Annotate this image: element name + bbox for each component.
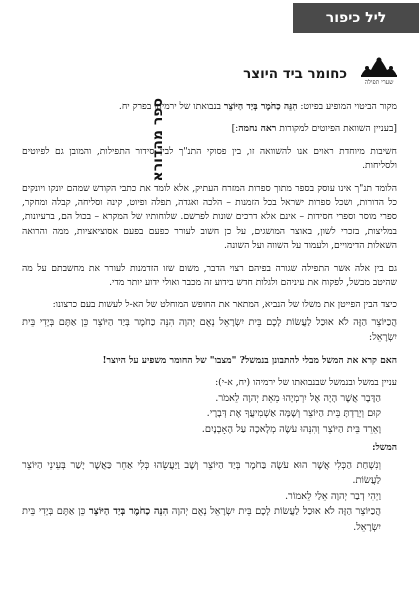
stamp-text: ספר מהדורא <box>150 98 166 182</box>
main-content <box>22 100 397 535</box>
text: בנבואתו של ירמיהו בפרק יח. <box>118 101 224 112</box>
text: בֵּית יִשְׂרָאֵל: <box>22 316 397 344</box>
text: הֲכַיּוֹצֵר הַזֶּה לֹא אוּכַל לַעֲשׂוֹת לָכֶם בֵּית יִשְׂרָאֵל נְאֻם יְהוָה <box>168 506 382 518</box>
paragraph <box>22 100 397 114</box>
verse-line: וְנִשְׁחַת הַכְּלִי אֲשֶׁר הוּא עֹשֶׂה בַּחֹמֶר בְּיַד הַיּוֹצֵר וְשָׁב וַיַּעֲשֵׂהוּ כְּלִי אַחֵר כַּאֲשֶׁר יָשַׁר בְּעֵינֵי הַיּוֹצֵר לַעֲשׂוֹת. <box>22 459 381 487</box>
text: [בעניין השוואת הפיוטים למקורות <box>276 123 397 135</box>
bold-text: הִנֵּה כַחֹמֶר בְּיַד הַיּוֹצֵר <box>223 101 298 112</box>
crown-icon <box>357 56 401 78</box>
verse-block <box>22 458 381 536</box>
paragraph: כיצד הבין הפייטן את משלו של הנביא, המתאר את החופש המוחלט של הא-ל לעשות בעם כרצונו: <box>52 299 397 311</box>
logo <box>355 56 403 96</box>
paragraph: עניין במשל ובנמשל שבנבואתו של ירמיהו (יח, א-י): <box>215 377 397 389</box>
verse <box>22 315 397 346</box>
text: :] <box>231 123 239 135</box>
page-title: כחומר ביד היוצר <box>243 66 347 82</box>
mashal-label: המשל: <box>372 442 397 454</box>
text: כֵּן אַתֶּם בְּיָדִי בֵּית יִשְׂרָאֵל. <box>22 506 381 533</box>
paragraph <box>22 122 397 136</box>
section-tab: ליל כיפור <box>293 3 419 33</box>
paragraph: חשיבות מיוחדת ראוים אנו להשוואה זו, בין פסוקי התנ"ך לבין סידור התפילות, והמובן גם לפיוטים ולסליחות. <box>22 145 397 172</box>
verse-block <box>22 391 381 438</box>
paragraph: הלומד תנ"ך אינו עוסק בספר מתוך ספרות המזרח העתיק, אלא לומד את כתבי הקודש שמהם יונקו ויונקים כל הדורות, ושכל ספרות ישראל בכל הזמנות – הלכה ואגדה, תפלה ופיוט, קינה וסליחה, קבלה ומחקר, ספרי מוסר וספרי חסידות – אינם אלא דרכים שונות לפרשם. שלוחותיו של המקרא – בכול הם, ברעיונות, במליצות, בזכרי לשון, באוצר המושגים, על כן חשוב לעורר כפעם בפעם אסוציאציות, ממה והרואה השאלות הדימויים, ולעמוד על השווה ועל השונה. <box>22 182 397 252</box>
logo-text: שערי תפילה <box>364 79 394 86</box>
verse-line: וָאֵרֵד בֵּית הַיּוֹצֵר וְהִנֵּהוּ עֹשֶׂה מְלָאכָה עַל הָאָבְנָיִם. <box>201 423 381 435</box>
bold-text: הִנֵּה כַחֹמֶר בְּיַד הַיּוֹצֵר <box>88 506 169 518</box>
text: הֲכַיּוֹצֵר הַזֶּה לֹא אוּכַל לַעֲשׂוֹת לָכֶם בֵּית יִשְׂרָאֵל נְאֻם יְהוָה הִנֵּה כַחֹמֶר בְּיַד הַיּוֹצֵר כֵּן אַתֶּם בְּיָדִי <box>39 316 397 328</box>
verse-line: הַדָּבָר אֲשֶׁר הָיָה אֶל יִרְמְיָהוּ מֵאֵת יְהוָה לֵאמֹר. <box>215 392 381 404</box>
bold-text: ראה נחמה <box>238 123 277 135</box>
question: האם קרא את המשל מבלי להתבונן בנמשל? "מצבו" של החומר משפיע על היוצר! <box>102 354 397 366</box>
verse-line: קוּם וְיָרַדְתָּ בֵּית הַיּוֹצֵר וְשָׁמָּה אַשְׁמִיעֲךָ אֶת דְּבָרָי. <box>206 408 381 420</box>
page-header <box>0 0 419 40</box>
verse-line <box>22 504 381 535</box>
paragraph: גם בין אלה אשר התפילה שגורה בפיהם רצוי הדבר, משום שזו הזדמנות לעורר את מחשבתם על מה שהיטב מבשל, לפקוח את עיניהם ולגלות חדש בידוע זה מכבר ואולי ידוע יותר מדי. <box>22 262 397 289</box>
text: מקור הביטוי המופיע בפיוט: <box>297 101 397 112</box>
verse-line: וַיְהִי דְבַר יְהוָה אֵלַי לֵאמוֹר. <box>284 490 381 502</box>
